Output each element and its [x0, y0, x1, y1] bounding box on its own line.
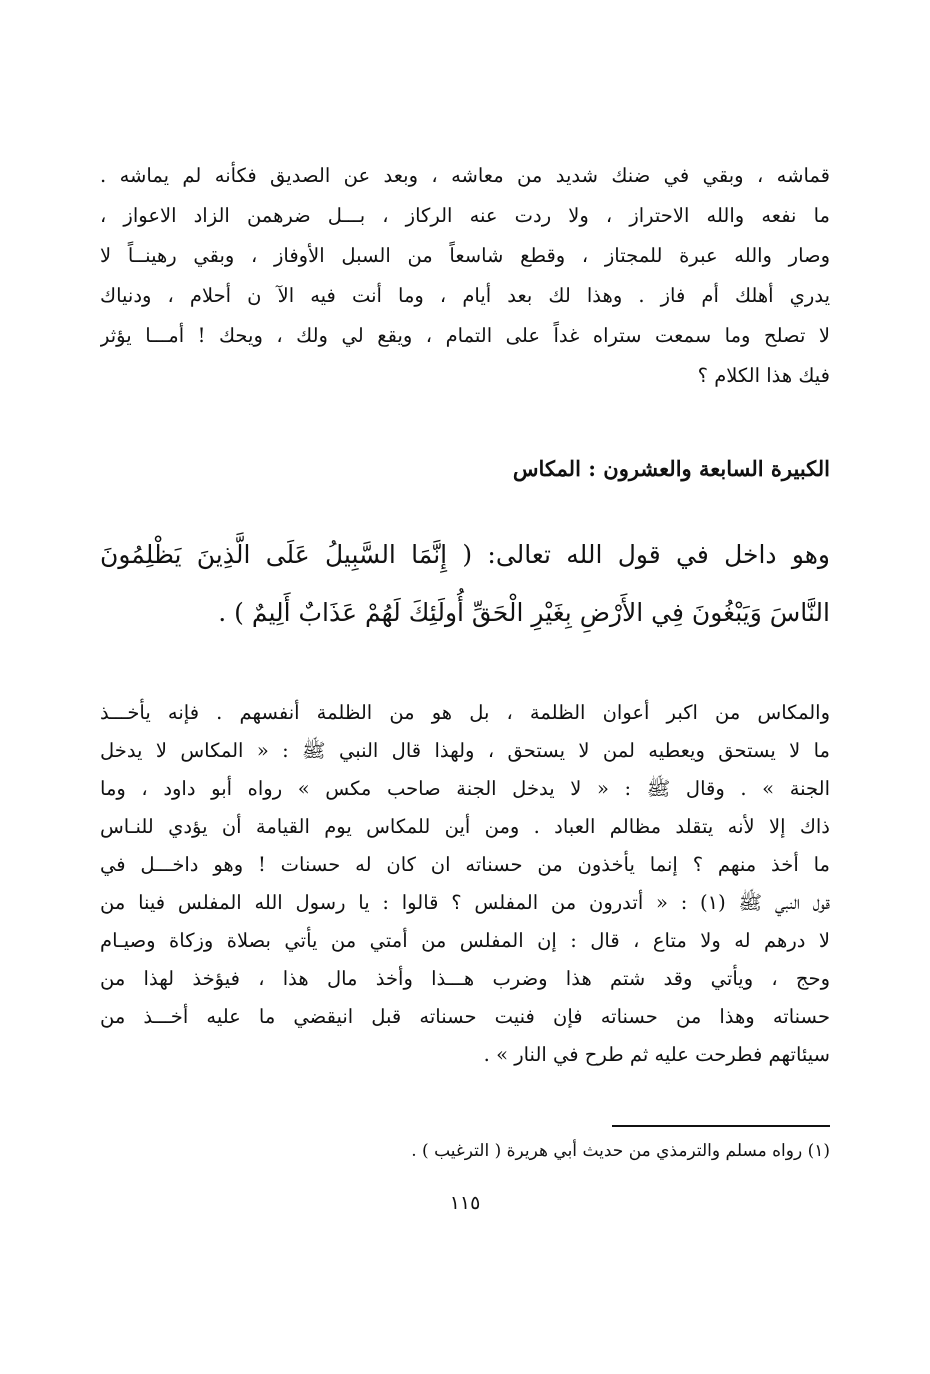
section-heading: الكبيرة السابعة والعشرون : المكاس — [512, 456, 830, 481]
page-number: ١١٥ — [449, 1192, 481, 1214]
verse-line: النَّاسَ وَيَبْغُونَ فِي الأَرْضِ بِغَيْرِ الْحَقِّ أُولَئِكَ لَهُمْ عَذَابٌ أَلِيمٌ ) . — [218, 598, 830, 627]
text-line: لا درهم له ولا متاع ، قال : إن المفلس من أمتي من يأتي بصلاة وزكاة وصيـام — [100, 929, 830, 952]
text-line: فيك هذا الكلام ؟ — [697, 364, 830, 387]
footnote: (١) رواه مسلم والترمذي من حديث أبي هريرة ( الترغيب ) . — [411, 1141, 830, 1161]
footnote-divider — [612, 1125, 830, 1127]
text-line: وصار والله عبرة للمجتاز ، وقطع شاسعاً من السبل الأوفاز ، وبقي رهينــاً لا — [100, 244, 830, 267]
text-line: حسناته وهذا من حسناته فإن فنيت حسناته قبل انيقضي ما عليه أخـــذ من — [100, 1005, 830, 1028]
text-line: يدري أهلك أم فاز . وهذا لك بعد أيام ، وما أنت فيه الآ ن أحلام ، ودنياك — [100, 284, 830, 307]
text-line: سيئاتهم فطرحت عليه ثم طرح في النار » . — [483, 1043, 830, 1066]
text-line: وحج ، ويأتي وقد شتم هذا وضرب هـــذا وأخذ مال هذا ، فيؤخذ لهذا من — [100, 967, 830, 990]
text-line: ما أخذ منهم ؟ إنما يأخذون من حسناته ان كان له حسنات ! وهو داخـــل في — [100, 853, 830, 876]
text-line: ما لا يستحق ويعطيه لمن لا يستحق ، ولهذا قال النبي ﷺ : « المكاس لا يدخل — [100, 739, 830, 762]
text-line: والمكاس من اكبر أعوان الظلمة ، بل هو من الظلمة أنفسهم . فإنه يأخـــذ — [100, 701, 830, 724]
text-line: قماشه ، وبقي في ضنك شديد من معاشه ، وبعد عن الصديق فكأنه لم يماشه . — [100, 164, 830, 187]
text-line: لا تصلح وما سمعت ستراه غداً على التمام ، ويقع لي ولك ، ويحك ! أمـــا يؤثر — [100, 324, 830, 347]
text-line: ما نفعه والله الاحتراز ، ولا ردت عنه الركاز ، بـــل ضرهمن الزاد الاعواز ، — [100, 204, 830, 227]
text-line: قول النبي ﷺ (١) : « أتدرون من المفلس ؟ قالوا : يا رسول الله المفلس فينا من — [100, 891, 830, 914]
text-line: ذاك إلا لأنه يتقلد مظالم العباد . ومن أين للمكاس يوم القيامة أن يؤدي للنـاس — [100, 815, 830, 838]
text-line: الجنة » . وقال ﷺ : « لا يدخل الجنة صاحب مكس » رواه أبو داود ، وما — [100, 777, 830, 800]
verse-line: وهو داخل في قول الله تعالى: ( إِنَّمَا السَّبِيلُ عَلَى الَّذِينَ يَظْلِمُونَ — [100, 540, 830, 569]
